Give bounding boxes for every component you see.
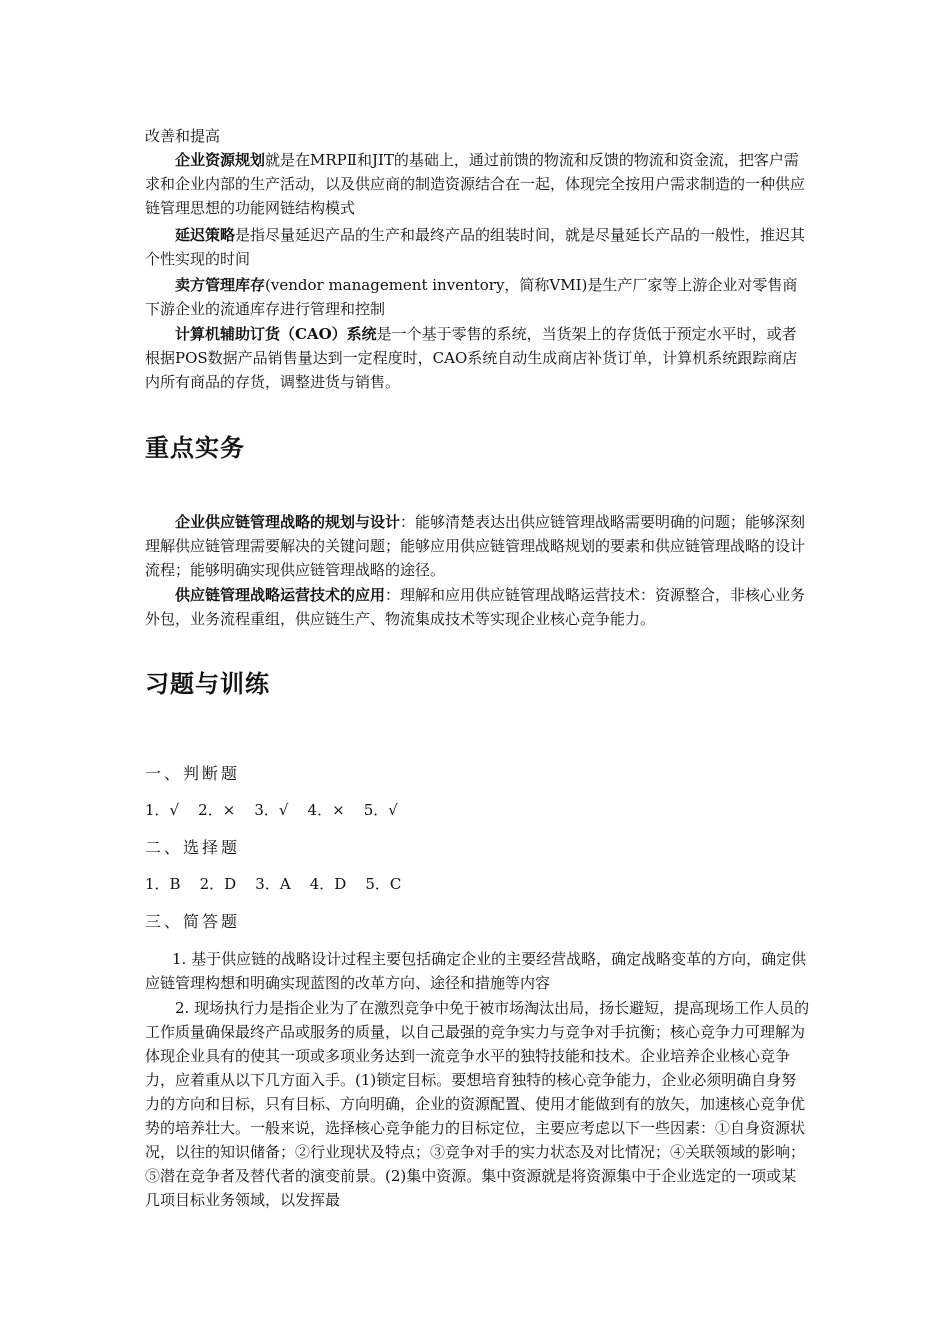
- intro-tail: 改善和提高: [145, 127, 221, 145]
- section-choice-title: 二、选择题: [145, 838, 241, 857]
- key-p2-term: 供应链管理战略运营技术的应用: [175, 586, 386, 604]
- cao-term: 计算机辅助订货（CAO）系统: [175, 325, 377, 343]
- postpone-text: 是指尽量延迟产品的生产和最终产品的组装时间，就是尽量延长产品的一般性，推迟其个性实现的时间: [145, 226, 806, 268]
- vmi-paragraph: [145, 273, 810, 321]
- erp-paragraph: [145, 148, 810, 220]
- erp-text: 就是在MRPⅡ和JIT的基础上，通过前馈的物流和反馈的物流和资金流，把客户需求和企业内部的生产活动，以及供应商的制造资源结合在一起，体现完全按用户需求制造的一种供应链管理思想的功能网链结构模式: [145, 151, 806, 217]
- exercise-heading: 习题与训练: [145, 670, 270, 698]
- key-p1-text: ：能够清楚表达出供应链管理战略需要明确的问题；能够深刻理解供应链管理需要解决的关键问题；能够应用供应链管理战略规划的要素和供应链管理战略的设计流程；能够明确实现供应链管理战略的途径。: [145, 513, 806, 579]
- section-true-false-title: 一、判断题: [145, 764, 241, 783]
- erp-term: 企业资源规划: [175, 151, 266, 169]
- key-p1-term: 企业供应链管理战略的规划与设计: [175, 513, 401, 531]
- cao-paragraph: [145, 322, 810, 394]
- vmi-text: (vendor management inventory，简称VMI)是生产厂家等上游企业对零售商下游企业的流通库存进行管理和控制: [145, 276, 798, 318]
- short-answer-1: 1. 基于供应链的战略设计过程主要包括确定企业的主要经营战略，确定战略变革的方向，确定供应链管理构想和明确实现蓝图的改革方向、途径和措施等内容: [145, 950, 807, 992]
- short-answer-2: 2. 现场执行力是指企业为了在激烈竞争中免于被市场淘汰出局，扬长避短，提高现场工作人员的工作质量确保最终产品或服务的质量，以自己最强的竞争实力与竞争对手抗衡；核心竞争力可理解为体现企业具有的使其一项或多项业务达到一流竞争水平的独特技能和技术。企业培养企业核心竞争力，应着重从以下几方面入手。(1)锁定目标。要想培育独特的核心竞争能力，企业必须明确自身努力的方向和目标，只有目标、方向明确，企业的资源配置、使用才能做到有的放矢，加速核心竞争优势的培养壮大。一般来说，选择核心竞争能力的目标定位，主要应考虑以下一些因素：①自身资源状况，以往的知识储备；②行业现状及特点；③竞争对手的实力状态及对比情况；④关联领域的影响；⑤潜在竞争者及替代者的演变前景。(2)集中资源。集中资源就是将资源集中于企业选定的一项或某几项目标业务领域，以发挥最: [145, 999, 810, 1209]
- key-p2-text: ：理解和应用供应链管理战略运营技术：资源整合，非核心业务外包，业务流程重组，供应链生产、物流集成技术等实现企业核心竞争能力。: [145, 586, 806, 628]
- postpone-paragraph: [145, 223, 810, 271]
- key-practice-heading: 重点实务: [145, 434, 245, 462]
- cao-text: 是一个基于零售的系统，当货架上的存货低于预定水平时，或者根据POS数据产品销售量达到一定程度时，CAO系统自动生成商店补货订单，计算机系统跟踪商店内所有商品的存货，调整进货与销售。: [145, 325, 798, 391]
- true-false-answers: 1．√ 2．× 3．√ 4．× 5．√: [145, 801, 398, 819]
- section-short-answer-title: 三、简答题: [145, 912, 241, 931]
- key-practice-paragraph-1: [145, 510, 810, 582]
- choice-answers: 1．B 2．D 3．A 4．D 5．C: [145, 875, 402, 893]
- postpone-term: 延迟策略: [175, 226, 236, 244]
- vmi-term: 卖方管理库存: [175, 276, 266, 294]
- key-practice-paragraph-2: [145, 583, 810, 631]
